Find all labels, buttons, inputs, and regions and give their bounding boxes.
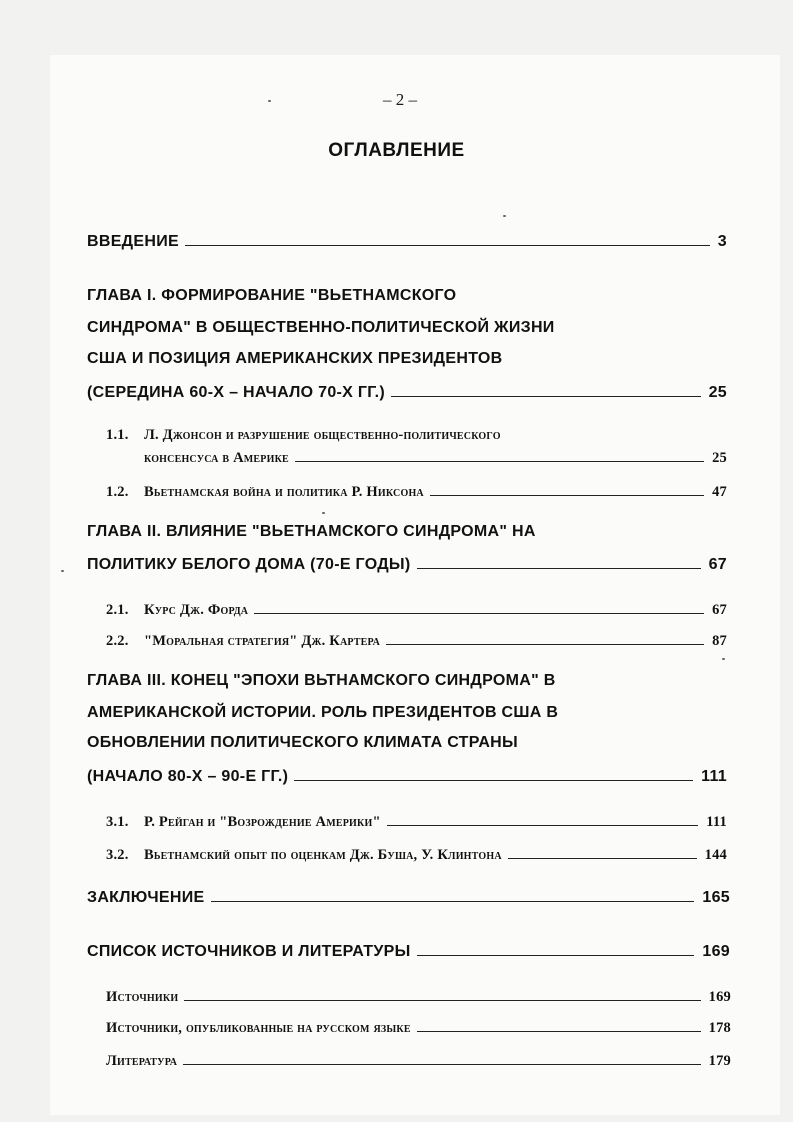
toc-entry-page: 165 — [702, 889, 730, 906]
toc-entry-sources-primary[interactable] — [106, 982, 731, 1006]
toc-entry-label: консенсуса в Америке — [144, 450, 289, 466]
dot-leader — [294, 780, 693, 781]
toc-entry-page: 169 — [708, 989, 731, 1005]
dot-leader — [185, 245, 710, 246]
toc-entry-label: Источники — [106, 989, 179, 1005]
toc-entry-label: Литература — [106, 1053, 178, 1069]
toc-entry-page: 25 — [708, 384, 727, 401]
toc-entry-page: 25 — [712, 450, 727, 466]
toc-entry-page: 144 — [704, 847, 727, 863]
dot-leader — [391, 396, 701, 397]
toc-entry-section-2-2[interactable] — [106, 626, 727, 650]
toc-entry-label: Курс Дж. Форда — [144, 602, 249, 618]
toc-entry-chapter1[interactable] — [87, 378, 727, 402]
toc-entry-label: ЗАКЛЮЧЕНИЕ — [87, 889, 205, 906]
chapter1-title-line[interactable]: СИНДРОМА" В ОБЩЕСТВЕННО-ПОЛИТИЧЕСКОЙ ЖИЗНИ — [87, 319, 555, 336]
dot-leader — [417, 568, 701, 569]
section-number: 2.2. — [106, 633, 129, 649]
toc-entry-section-2-1[interactable] — [106, 595, 727, 619]
dot-leader — [183, 1064, 700, 1065]
section-1-1-line1[interactable] — [106, 427, 501, 444]
dot-leader — [184, 1000, 700, 1001]
toc-entry-section-3-2[interactable] — [106, 840, 727, 864]
scan-speck — [722, 658, 725, 660]
toc-entry-intro[interactable] — [87, 227, 727, 251]
chapter1-title-line[interactable]: США И ПОЗИЦИЯ АМЕРИКАНСКИХ ПРЕЗИДЕНТОВ — [87, 350, 503, 367]
section-number: 3.2. — [106, 847, 129, 863]
scan-speck — [322, 512, 325, 514]
toc-entry-label: Источники, опубликованные на русском языке — [106, 1020, 411, 1036]
section-number: 1.1. — [106, 427, 129, 443]
toc-entry-page: 169 — [702, 943, 730, 960]
section-number: 3.1. — [106, 814, 129, 830]
toc-entry-page: 67 — [708, 556, 727, 573]
chapter2-title-line[interactable]: ГЛАВА II. ВЛИЯНИЕ "ВЬЕТНАМСКОГО СИНДРОМА" НА — [87, 523, 536, 540]
toc-entry-page: 67 — [712, 602, 727, 618]
toc-entry-label: (СЕРЕДИНА 60-Х – НАЧАЛО 70-Х ГГ.) — [87, 384, 385, 401]
dot-leader — [417, 1031, 701, 1032]
toc-entry-sources[interactable] — [87, 937, 730, 961]
dot-leader — [295, 461, 704, 462]
toc-entry-label: ВВЕДЕНИЕ — [87, 233, 179, 250]
toc-entry-literature[interactable] — [106, 1046, 731, 1070]
toc-entry-section-3-1[interactable] — [106, 807, 727, 831]
scan-speck — [61, 570, 64, 572]
toc-entry-page: 87 — [712, 633, 727, 649]
page-number: – 2 – — [383, 90, 417, 109]
chapter3-title-line[interactable]: ОБНОВЛЕНИИ ПОЛИТИЧЕСКОГО КЛИМАТА СТРАНЫ — [87, 734, 518, 751]
toc-entry-page: 47 — [712, 484, 727, 500]
dot-leader — [254, 613, 704, 614]
toc-entry-label: Вьетнамская война и политика Р. Никсона — [144, 484, 424, 500]
toc-entry-page: 3 — [717, 233, 727, 250]
toc-entry-page: 178 — [708, 1020, 731, 1036]
section-label: Л. Джонсон и разрушение общественно-политического — [144, 427, 501, 443]
dot-leader — [386, 644, 704, 645]
toc-entry-label: Вьетнамский опыт по оценкам Дж. Буша, У. Клинтона — [144, 847, 502, 863]
toc-entry-page: 111 — [706, 814, 727, 830]
chapter1-title-line[interactable]: ГЛАВА I. ФОРМИРОВАНИЕ "ВЬЕТНАМСКОГО — [87, 287, 457, 304]
toc-entry-page: 179 — [708, 1053, 731, 1069]
scan-speck — [268, 100, 271, 102]
toc-entry-label: СПИСОК ИСТОЧНИКОВ И ЛИТЕРАТУРЫ — [87, 943, 411, 960]
chapter3-title-line[interactable]: ГЛАВА III. КОНЕЦ "ЭПОХИ ВЬТНАМСКОГО СИНДРОМА" В — [87, 672, 556, 689]
dot-leader — [430, 495, 704, 496]
scan-speck — [503, 215, 506, 217]
toc-entry-section-1-2[interactable] — [106, 477, 727, 501]
section-number: 2.1. — [106, 602, 129, 618]
toc-entry-conclusion[interactable] — [87, 883, 730, 907]
toc-entry-label: ПОЛИТИКУ БЕЛОГО ДОМА (70-Е ГОДЫ) — [87, 556, 411, 573]
dot-leader — [508, 858, 697, 859]
dot-leader — [387, 825, 699, 826]
toc-entry-label: "Моральная стратегия" Дж. Картера — [144, 633, 380, 649]
chapter3-title-line[interactable]: АМЕРИКАНСКОЙ ИСТОРИИ. РОЛЬ ПРЕЗИДЕНТОВ США В — [87, 704, 559, 721]
dot-leader — [211, 901, 695, 902]
dot-leader — [417, 955, 695, 956]
toc-entry-chapter2[interactable] — [87, 550, 727, 574]
section-number: 1.2. — [106, 484, 129, 500]
toc-entry-label: Р. Рейган и "Возрождение Америки" — [144, 814, 381, 830]
toc-entry-chapter3[interactable] — [87, 762, 727, 786]
toc-entry-section-1-1[interactable] — [144, 443, 727, 467]
page-title: ОГЛАВЛЕНИЕ — [328, 140, 465, 161]
toc-entry-sources-russian[interactable] — [106, 1013, 731, 1037]
toc-entry-page: 111 — [701, 768, 727, 785]
toc-entry-label: (НАЧАЛО 80-Х – 90-Е ГГ.) — [87, 768, 289, 785]
